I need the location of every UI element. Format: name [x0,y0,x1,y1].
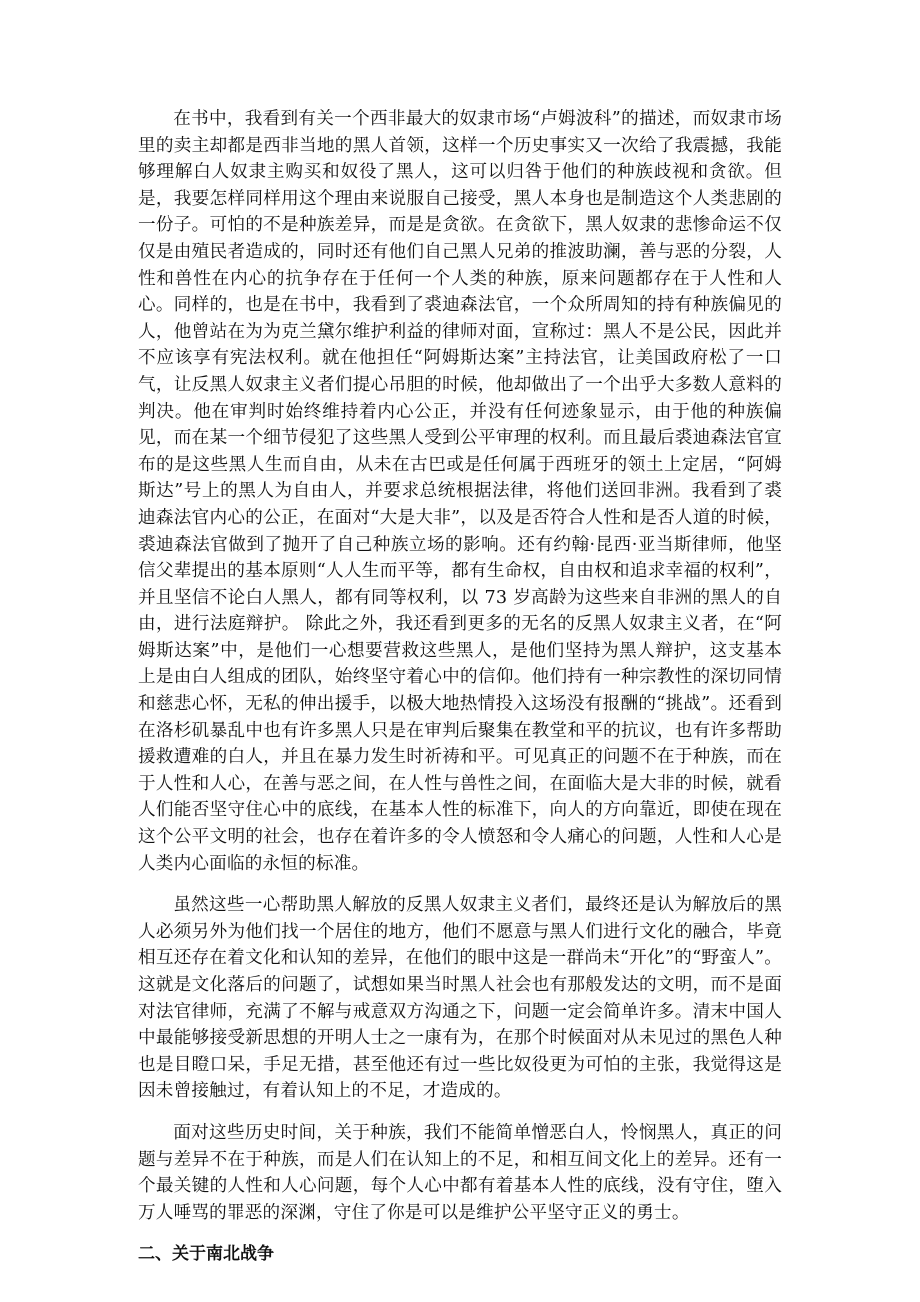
paragraph-2: 虽然这些一心帮助黑人解放的反黑人奴隶主义者们，最终还是认为解放后的黑人必须另外为他们找一个居住的地方，他们不愿意与黑人们进行文化的融合，毕竟相互还存在着文化和认知的差异，在他们的眼中这是一群尚未“开化”的“野蛮人”。这就是文化落后的问题了，试想如果当时黑人社会也有那般发达的文明，而不是面对法官律师，充满了不解与戒意双方沟通之下，问题一定会简单许多。清末中国人中最能够接受新思想的开明人士之一康有为，在那个时候面对从未见过的黑色人种也是目瞪口呆，手足无措，甚至他还有过一些比奴役更为可怕的主张，我觉得这是因未曾接触过，有着认知上的不足，才造成的。 [138,895,782,1102]
paragraph-3: 面对这些历史时间，关于种族，我们不能简单憎恶白人，怜悯黑人，真正的问题与差异不在于种族，而是人们在认知上的不足，和相互间文化上的差异。还有一个最关键的人性和人心问题，每个人心中都有着基本人性的底线，没有守住，堕入万人唾骂的罪恶的深渊，守住了你是可以是维护公平坚守正义的勇士。 [138,1122,782,1223]
document-page [138,106,782,1267]
paragraph-1: 在书中，我看到有关一个西非最大的奴隶市场“卢姆波科”的描述，而奴隶市场里的卖主却都是西非当地的黑人首领，这样一个历史事实又一次给了我震撼，我能够理解白人奴隶主购买和奴役了黑人，这可以归咎于他们的种族歧视和贪欲。但是，我要怎样同样用这个理由来说服自己接受，黑人本身也是制造这个人类悲剧的一份子。可怕的不是种族差异，而是是贪欲。在贪欲下，黑人奴隶的悲惨命运不仅仅是由殖民者造成的，同时还有他们自己黑人兄弟的推波助澜，善与恶的分裂，人性和兽性在内心的抗争存在于任何一个人类的种族，原来问题都存在于人性和人心。同样的，也是在书中，我看到了裘迪森法官，一个众所周知的持有种族偏见的人，他曾站在为为克兰黛尔维护利益的律师对面，宣称过：黑人不是公民，因此并不应该享有宪法权利。就在他担任“阿姆斯达案”主持法官，让美国政府松了一口气，让反黑人奴隶主义者们提心吊胆的时候，他却做出了一个出乎大多数人意料的判决。他在审判时始终维持着内心公正，并没有任何迹象显示，由于他的种族偏见，而在某一个细节侵犯了这些黑人受到公平审理的权利。而且最后裘迪森法官宣布的是这些黑人生而自由，从未在古巴或是任何属于西班牙的领土上定居，“阿姆斯达”号上的黑人为自由人，并要求总统根据法律，将他们送回非洲。我看到了裘迪森法官内心的公正，在面对“大是大非”，以及是否符合人性和是否人道的时候，裘迪森法官做到了抛开了自己种族立场的影响。还有约翰·昆西·亚当斯律师，他坚信父辈提出的基本原则“人人生而平等，都有生命权，自由权和追求幸福的权利”，并且坚信不论白人黑人，都有同等权利，以 73 岁高龄为这些来自非洲的黑人的自由，进行法庭辩护。 除此之外，我还看到更多的无名的反黑人奴隶主义者，在“阿姆斯达案”中，是他们一心想要营救这些黑人，是他们坚持为黑人辩护，这支基本上是由白人组成的团队，始终坚守着心中的信仰。他们持有一种宗教性的深切同情和慈悲心怀，无私的伸出援手，以极大地热情投入这场没有报酬的“挑战”。还看到在洛杉矶暴乱中也有许多黑人只是在审判后聚集在教堂和平的抗议，也有许多帮助援救遭难的白人，并且在暴力发生时祈祷和平。可见真正的问题不在于种族，而在于人性和人心，在善与恶之间，在人性与兽性之间，在面临大是大非的时候，就看人们能否坚守住心中的底线，在基本人性的标准下，向人的方向靠近，即使在现在这个公平文明的社会，也存在着许多的令人愤怒和令人痛心的问题，人性和人心是人类内心面临的永恒的标准。 [138,109,782,874]
section-heading: 二、关于南北战争 [138,1244,274,1265]
